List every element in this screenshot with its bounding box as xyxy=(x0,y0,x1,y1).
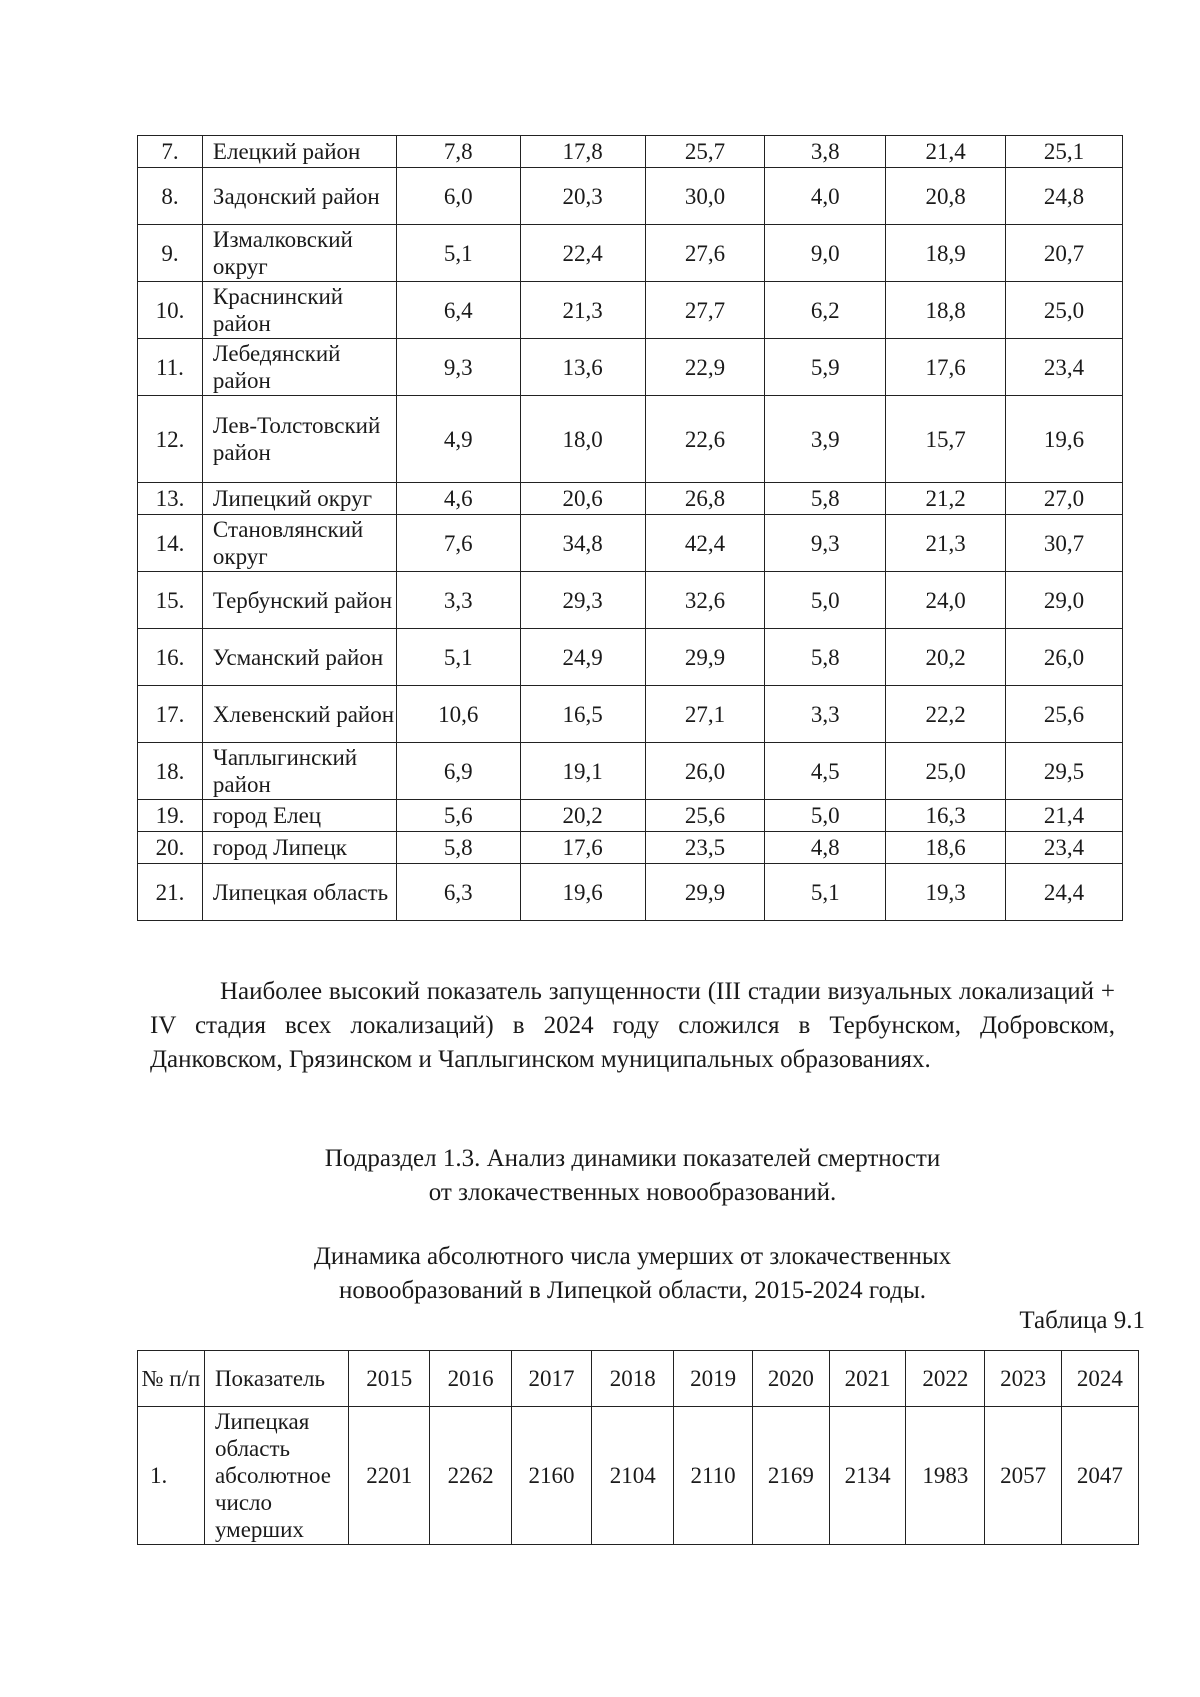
value-cell: 16,5 xyxy=(520,686,645,743)
value-cell: 26,8 xyxy=(645,483,765,515)
row-number: 20. xyxy=(138,832,203,864)
value-cell: 25,0 xyxy=(1006,282,1123,339)
header-year: 2019 xyxy=(674,1351,752,1407)
value-cell: 22,4 xyxy=(520,225,645,282)
value-cell: 19,6 xyxy=(1006,396,1123,483)
value-cell: 4,6 xyxy=(396,483,520,515)
header-year: 2020 xyxy=(752,1351,829,1407)
row-number: 7. xyxy=(138,136,203,168)
district-name: Становлянский округ xyxy=(202,515,396,572)
district-name: Липецкая область xyxy=(202,864,396,921)
header-year: 2022 xyxy=(906,1351,985,1407)
district-name: город Липецк xyxy=(202,832,396,864)
table-row xyxy=(138,396,1123,483)
district-name: Елецкий район xyxy=(202,136,396,168)
value-cell: 5,8 xyxy=(396,832,520,864)
value-cell: 25,6 xyxy=(645,800,765,832)
district-name: Чаплыгинский район xyxy=(202,743,396,800)
value-cell: 4,9 xyxy=(396,396,520,483)
value-cell: 5,8 xyxy=(765,629,886,686)
value-cell: 29,9 xyxy=(645,864,765,921)
row-number: 14. xyxy=(138,515,203,572)
table-row xyxy=(138,168,1123,225)
row-number: 18. xyxy=(138,743,203,800)
table-title xyxy=(150,1240,1115,1308)
value-cell: 5,1 xyxy=(396,629,520,686)
value-cell: 26,0 xyxy=(645,743,765,800)
row-label: Липецкая область абсолютное число умерших xyxy=(204,1407,348,1545)
value-cell: 18,9 xyxy=(886,225,1006,282)
header-year: 2017 xyxy=(511,1351,591,1407)
subsection-heading xyxy=(150,1142,1115,1210)
table-row xyxy=(138,743,1123,800)
value-cell: 18,6 xyxy=(886,832,1006,864)
value-cell: 42,4 xyxy=(645,515,765,572)
value-cell: 6,2 xyxy=(765,282,886,339)
value-cell: 4,0 xyxy=(765,168,886,225)
value-cell: 18,8 xyxy=(886,282,1006,339)
value-cell: 21,4 xyxy=(886,136,1006,168)
district-name: город Елец xyxy=(202,800,396,832)
district-name: Задонский район xyxy=(202,168,396,225)
row-number: 9. xyxy=(138,225,203,282)
row-number: 11. xyxy=(138,339,203,396)
table-row xyxy=(138,515,1123,572)
table-row xyxy=(138,1407,1139,1545)
district-name: Усманский район xyxy=(202,629,396,686)
row-value: 2104 xyxy=(592,1407,674,1545)
table-row xyxy=(138,136,1123,168)
table-row xyxy=(138,339,1123,396)
value-cell: 23,4 xyxy=(1006,832,1123,864)
value-cell: 6,0 xyxy=(396,168,520,225)
row-value: 2201 xyxy=(349,1407,430,1545)
table-row xyxy=(138,225,1123,282)
row-number: 8. xyxy=(138,168,203,225)
value-cell: 17,8 xyxy=(520,136,645,168)
district-name: Липецкий округ xyxy=(202,483,396,515)
value-cell: 24,8 xyxy=(1006,168,1123,225)
value-cell: 5,6 xyxy=(396,800,520,832)
table-row xyxy=(138,686,1123,743)
table-row xyxy=(138,800,1123,832)
table-row xyxy=(138,832,1123,864)
value-cell: 24,4 xyxy=(1006,864,1123,921)
district-name: Тербунский район xyxy=(202,572,396,629)
value-cell: 4,5 xyxy=(765,743,886,800)
table-title-line1: Динамика абсолютного числа умерших от злокачественных xyxy=(313,1243,952,1270)
header-year: 2016 xyxy=(430,1351,511,1407)
row-number: 13. xyxy=(138,483,203,515)
header-year: 2023 xyxy=(985,1351,1061,1407)
value-cell: 24,0 xyxy=(886,572,1006,629)
value-cell: 21,4 xyxy=(1006,800,1123,832)
value-cell: 13,6 xyxy=(520,339,645,396)
staging-table-continued xyxy=(137,135,1123,921)
value-cell: 5,0 xyxy=(765,572,886,629)
value-cell: 9,3 xyxy=(396,339,520,396)
row-value: 2262 xyxy=(430,1407,511,1545)
table-caption: Таблица 9.1 xyxy=(1019,1307,1145,1334)
row-value: 2110 xyxy=(674,1407,752,1545)
value-cell: 20,2 xyxy=(520,800,645,832)
value-cell: 27,7 xyxy=(645,282,765,339)
value-cell: 6,4 xyxy=(396,282,520,339)
value-cell: 27,6 xyxy=(645,225,765,282)
value-cell: 27,1 xyxy=(645,686,765,743)
value-cell: 5,1 xyxy=(765,864,886,921)
value-cell: 15,7 xyxy=(886,396,1006,483)
row-number: 21. xyxy=(138,864,203,921)
row-value: 2134 xyxy=(829,1407,905,1545)
table-row xyxy=(138,483,1123,515)
district-name: Краснинский район xyxy=(202,282,396,339)
value-cell: 20,8 xyxy=(886,168,1006,225)
row-no: 1. xyxy=(138,1407,205,1545)
table-row xyxy=(138,572,1123,629)
mortality-table xyxy=(137,1350,1139,1545)
value-cell: 20,6 xyxy=(520,483,645,515)
value-cell: 4,8 xyxy=(765,832,886,864)
value-cell: 9,0 xyxy=(765,225,886,282)
value-cell: 3,3 xyxy=(765,686,886,743)
subsection-heading-line2: от злокачественных новообразований. xyxy=(428,1179,837,1206)
table-row xyxy=(138,864,1123,921)
value-cell: 29,5 xyxy=(1006,743,1123,800)
value-cell: 34,8 xyxy=(520,515,645,572)
value-cell: 17,6 xyxy=(886,339,1006,396)
value-cell: 6,9 xyxy=(396,743,520,800)
value-cell: 6,3 xyxy=(396,864,520,921)
value-cell: 19,6 xyxy=(520,864,645,921)
value-cell: 22,9 xyxy=(645,339,765,396)
value-cell: 7,8 xyxy=(396,136,520,168)
value-cell: 7,6 xyxy=(396,515,520,572)
value-cell: 3,3 xyxy=(396,572,520,629)
header-year: 2021 xyxy=(829,1351,905,1407)
value-cell: 21,2 xyxy=(886,483,1006,515)
value-cell: 26,0 xyxy=(1006,629,1123,686)
value-cell: 30,7 xyxy=(1006,515,1123,572)
subsection-heading-line1: Подраздел 1.3. Анализ динамики показателей смертности xyxy=(324,1145,941,1172)
value-cell: 20,3 xyxy=(520,168,645,225)
value-cell: 23,4 xyxy=(1006,339,1123,396)
table-title-line2: новообразований в Липецкой области, 2015-2024 годы. xyxy=(338,1277,927,1304)
value-cell: 29,0 xyxy=(1006,572,1123,629)
row-value: 2047 xyxy=(1061,1407,1138,1545)
value-cell: 25,6 xyxy=(1006,686,1123,743)
row-value: 2160 xyxy=(511,1407,591,1545)
value-cell: 20,2 xyxy=(886,629,1006,686)
row-number: 15. xyxy=(138,572,203,629)
value-cell: 16,3 xyxy=(886,800,1006,832)
value-cell: 23,5 xyxy=(645,832,765,864)
table-header-row xyxy=(138,1351,1139,1407)
value-cell: 9,3 xyxy=(765,515,886,572)
table-row xyxy=(138,282,1123,339)
row-number: 17. xyxy=(138,686,203,743)
value-cell: 32,6 xyxy=(645,572,765,629)
value-cell: 29,3 xyxy=(520,572,645,629)
value-cell: 22,6 xyxy=(645,396,765,483)
row-number: 10. xyxy=(138,282,203,339)
row-value: 1983 xyxy=(906,1407,985,1545)
value-cell: 3,8 xyxy=(765,136,886,168)
value-cell: 18,0 xyxy=(520,396,645,483)
header-year: 2024 xyxy=(1061,1351,1138,1407)
value-cell: 5,1 xyxy=(396,225,520,282)
value-cell: 17,6 xyxy=(520,832,645,864)
value-cell: 20,7 xyxy=(1006,225,1123,282)
analysis-paragraph: Наиболее высокий показатель запущенности (III стадии визуальных локализаций + IV стадия всех локализаций) в 2024 году сложился в Тербунском, Добровском, Данковском, Грязинском и Чаплыгинском муниципальных образованиях. xyxy=(150,978,1115,1073)
value-cell: 3,9 xyxy=(765,396,886,483)
value-cell: 25,1 xyxy=(1006,136,1123,168)
value-cell: 19,3 xyxy=(886,864,1006,921)
value-cell: 21,3 xyxy=(886,515,1006,572)
district-name: Лев-Толстовский район xyxy=(202,396,396,483)
value-cell: 25,0 xyxy=(886,743,1006,800)
row-value: 2169 xyxy=(752,1407,829,1545)
value-cell: 10,6 xyxy=(396,686,520,743)
value-cell: 5,8 xyxy=(765,483,886,515)
value-cell: 19,1 xyxy=(520,743,645,800)
value-cell: 22,2 xyxy=(886,686,1006,743)
header-indicator: Показатель xyxy=(204,1351,348,1407)
district-name: Измалковский округ xyxy=(202,225,396,282)
header-year: 2015 xyxy=(349,1351,430,1407)
value-cell: 5,9 xyxy=(765,339,886,396)
value-cell: 30,0 xyxy=(645,168,765,225)
district-name: Лебедянский район xyxy=(202,339,396,396)
row-number: 16. xyxy=(138,629,203,686)
row-number: 12. xyxy=(138,396,203,483)
value-cell: 29,9 xyxy=(645,629,765,686)
row-value: 2057 xyxy=(985,1407,1061,1545)
value-cell: 24,9 xyxy=(520,629,645,686)
table-row xyxy=(138,629,1123,686)
value-cell: 21,3 xyxy=(520,282,645,339)
value-cell: 27,0 xyxy=(1006,483,1123,515)
header-no: № п/п xyxy=(138,1351,205,1407)
header-year: 2018 xyxy=(592,1351,674,1407)
row-number: 19. xyxy=(138,800,203,832)
value-cell: 5,0 xyxy=(765,800,886,832)
value-cell: 25,7 xyxy=(645,136,765,168)
district-name: Хлевенский район xyxy=(202,686,396,743)
